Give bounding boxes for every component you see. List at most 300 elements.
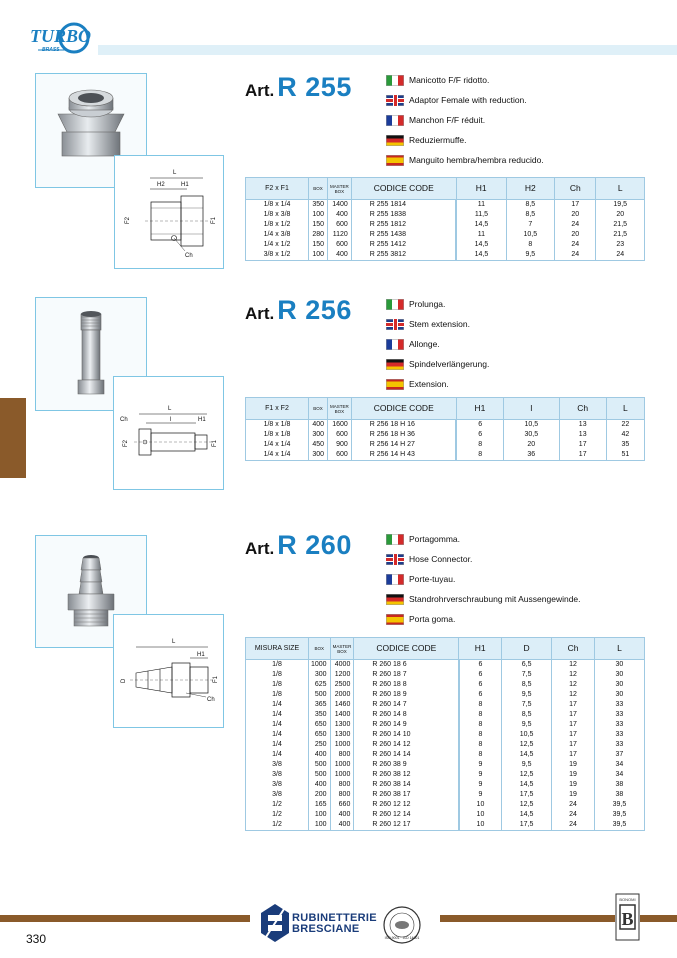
table-cell: 35: [606, 440, 644, 450]
table-cell: 9,5: [502, 690, 552, 700]
side-tab: [0, 398, 26, 478]
bonomi-logo-icon: [615, 893, 640, 941]
table-cell: 9,5: [502, 720, 552, 730]
table-cell: 600: [328, 240, 352, 250]
table-cell: 38: [594, 790, 644, 800]
table-cell: R 260 18 9: [354, 690, 459, 700]
table-cell: 1/8 x 1/4: [246, 200, 309, 211]
desc-es: Extension.: [409, 379, 449, 389]
table-cell: R 260 12 12: [354, 800, 459, 810]
dim-label: H1: [197, 652, 205, 658]
table-cell: 10: [459, 810, 502, 820]
article-number: R 255: [277, 72, 352, 102]
table-cell: 11,5: [456, 210, 506, 220]
table-cell: 13: [559, 420, 606, 431]
article-number: R 256: [277, 295, 352, 325]
table-cell: 300: [309, 670, 331, 680]
spanish-flag-icon: [386, 614, 404, 625]
table-cell: 100: [309, 810, 331, 820]
col-header: MASTER BOX: [330, 638, 354, 660]
cert-text: ISO 9001 · ISO 14001: [384, 936, 420, 940]
technical-drawing-r255: [114, 155, 224, 269]
table-row: [246, 710, 645, 720]
table-cell: R 255 1438: [351, 230, 456, 240]
table-row: [246, 220, 645, 230]
descriptions-r260: [386, 529, 581, 629]
article-prefix: Art.: [245, 81, 275, 100]
table-cell: R 260 38 12: [354, 770, 459, 780]
table-cell: 9,5: [506, 250, 555, 261]
table-cell: 1/2: [246, 800, 309, 810]
dim-label: F1: [212, 439, 218, 447]
table-cell: 1/4 x 1/2: [246, 240, 309, 250]
desc-en: Stem extension.: [409, 319, 470, 329]
dim-label: H1: [181, 182, 189, 188]
table-cell: 900: [328, 440, 352, 450]
dim-label: Ch: [120, 417, 128, 423]
table-cell: 30: [594, 680, 644, 690]
table-cell: 34: [594, 770, 644, 780]
table-cell: 8: [459, 700, 502, 710]
table-cell: 34: [594, 760, 644, 770]
table-cell: R 260 12 17: [354, 820, 459, 831]
table-cell: 19: [552, 780, 595, 790]
table-cell: R 256 18 H 16: [351, 420, 456, 431]
desc-it: Prolunga.: [409, 299, 446, 309]
dim-label: F2: [125, 216, 131, 224]
table-cell: 600: [328, 430, 352, 440]
table-cell: 21,5: [596, 230, 645, 240]
table-row: [246, 230, 645, 240]
table-cell: R 260 14 8: [354, 710, 459, 720]
table-cell: 17: [555, 200, 596, 211]
table-cell: 33: [594, 720, 644, 730]
article-number: R 260: [277, 530, 352, 560]
table-cell: 1300: [330, 720, 354, 730]
table-cell: 9: [459, 770, 502, 780]
table-cell: R 260 18 7: [354, 670, 459, 680]
table-row: [246, 660, 645, 671]
table-cell: 1000: [330, 740, 354, 750]
table-cell: 350: [309, 200, 328, 211]
table-cell: 6: [459, 660, 502, 671]
french-flag-icon: [386, 339, 404, 350]
header-band: [98, 45, 677, 55]
col-header: D: [502, 638, 552, 660]
table-cell: 14,5: [502, 780, 552, 790]
dim-label: H2: [157, 182, 165, 188]
table-cell: 33: [594, 730, 644, 740]
col-header: F2 x F1: [246, 178, 309, 200]
table-cell: 9: [459, 760, 502, 770]
table-cell: R 256 18 H 36: [351, 430, 456, 440]
table-cell: 17,5: [502, 820, 552, 831]
table-row: [246, 810, 645, 820]
table-cell: 350: [309, 710, 331, 720]
table-cell: R 260 14 14: [354, 750, 459, 760]
spec-table-r260: [245, 637, 645, 831]
table-cell: 39,5: [594, 810, 644, 820]
dim-label: D: [121, 678, 127, 683]
table-row: [246, 670, 645, 680]
desc-de: Spindelverlängerung.: [409, 359, 490, 369]
desc-fr: Manchon F/F réduit.: [409, 115, 486, 125]
table-cell: 51: [606, 450, 644, 461]
table-cell: 165: [309, 800, 331, 810]
table-cell: R 255 1812: [351, 220, 456, 230]
table-cell: 12,5: [502, 770, 552, 780]
table-cell: 8: [456, 440, 503, 450]
uk-flag-icon: [386, 319, 404, 330]
table-cell: 24: [552, 800, 595, 810]
table-cell: 13: [559, 430, 606, 440]
table-cell: 4000: [330, 660, 354, 671]
table-cell: 8: [506, 240, 555, 250]
rb-logo-icon: [260, 903, 290, 943]
table-cell: 2500: [330, 680, 354, 690]
table-cell: R 260 38 14: [354, 780, 459, 790]
table-cell: 1/8: [246, 690, 309, 700]
table-cell: R 255 1412: [351, 240, 456, 250]
article-prefix: Art.: [245, 304, 275, 323]
table-cell: 1200: [330, 670, 354, 680]
desc-it: Manicotto F/F ridotto.: [409, 75, 490, 85]
iso-cert-seal-icon: [382, 905, 422, 945]
svg-text:B: B: [621, 909, 634, 929]
col-header: MISURA SIZE: [246, 638, 309, 660]
table-cell: 6: [459, 690, 502, 700]
dim-label: F2: [123, 439, 129, 447]
table-row: [246, 740, 645, 750]
table-cell: 1460: [330, 700, 354, 710]
table-cell: 1/8 x 1/8: [246, 430, 309, 440]
table-cell: 600: [328, 450, 352, 461]
article-title-r260: [245, 530, 352, 561]
table-cell: 37: [594, 750, 644, 760]
desc-en: Hose Connector.: [409, 554, 473, 564]
table-cell: 30: [594, 660, 644, 671]
table-cell: R 260 38 9: [354, 760, 459, 770]
table-cell: 660: [330, 800, 354, 810]
col-header: MASTER BOX: [328, 398, 352, 420]
table-cell: 6: [456, 420, 503, 431]
table-cell: R 260 14 9: [354, 720, 459, 730]
table-cell: R 255 1838: [351, 210, 456, 220]
table-cell: R 255 3812: [351, 250, 456, 261]
spec-table-r256: [245, 397, 645, 461]
descriptions-r255: [386, 70, 544, 170]
table-cell: 30: [594, 670, 644, 680]
table-cell: 8: [459, 720, 502, 730]
table-cell: 1000: [330, 760, 354, 770]
col-header: l: [504, 398, 559, 420]
italian-flag-icon: [386, 75, 404, 86]
table-cell: 20: [555, 210, 596, 220]
table-row: [246, 800, 645, 810]
german-flag-icon: [386, 359, 404, 370]
table-row: [246, 790, 645, 800]
desc-es: Porta goma.: [409, 614, 456, 624]
italian-flag-icon: [386, 534, 404, 545]
dim-label: L: [173, 170, 177, 176]
technical-drawing-r260: [113, 614, 224, 728]
table-cell: 20: [504, 440, 559, 450]
table-cell: 1/4 x 1/4: [246, 450, 309, 461]
table-row: [246, 750, 645, 760]
german-flag-icon: [386, 594, 404, 605]
table-cell: 150: [309, 240, 328, 250]
technical-drawing-r256: [113, 376, 224, 490]
table-cell: 1300: [330, 730, 354, 740]
desc-fr: Porte-tuyau.: [409, 574, 456, 584]
table-cell: R 260 18 8: [354, 680, 459, 690]
col-header: CODICE CODE: [354, 638, 459, 660]
table-cell: 400: [330, 810, 354, 820]
table-cell: 7,5: [502, 700, 552, 710]
dim-label: Ch: [207, 697, 215, 703]
table-cell: 12,5: [502, 800, 552, 810]
table-cell: 33: [594, 740, 644, 750]
col-header: Ch: [552, 638, 595, 660]
table-cell: 20: [555, 230, 596, 240]
table-cell: 14,5: [456, 220, 506, 230]
table-cell: 1/4: [246, 740, 309, 750]
table-cell: 8: [459, 750, 502, 760]
dim-label: L: [172, 639, 176, 645]
table-cell: 14,5: [456, 250, 506, 261]
table-cell: 19: [552, 770, 595, 780]
table-cell: R 260 12 14: [354, 810, 459, 820]
table-cell: 300: [309, 450, 328, 461]
table-cell: 500: [309, 760, 331, 770]
table-cell: 1000: [309, 660, 331, 671]
turbo-logo: [28, 14, 100, 58]
table-cell: 17: [552, 710, 595, 720]
table-cell: 100: [309, 210, 328, 220]
table-cell: 19: [552, 760, 595, 770]
col-header: CODICE CODE: [351, 178, 456, 200]
table-cell: 400: [328, 250, 352, 261]
company-name-line1: RUBINETTERIE: [292, 912, 377, 924]
table-cell: 1400: [330, 710, 354, 720]
table-row: [246, 680, 645, 690]
table-cell: 6,5: [502, 660, 552, 671]
dim-label: F1: [213, 675, 219, 683]
table-cell: 1/4: [246, 750, 309, 760]
table-cell: 1/4: [246, 720, 309, 730]
table-cell: 11: [456, 230, 506, 240]
dim-label: H1: [198, 417, 206, 423]
table-cell: 17: [559, 450, 606, 461]
col-header: L: [596, 178, 645, 200]
table-cell: 12: [552, 670, 595, 680]
col-header: H1: [456, 178, 506, 200]
table-cell: 400: [328, 210, 352, 220]
table-cell: 400: [309, 420, 328, 431]
table-cell: 3/8 x 1/2: [246, 250, 309, 261]
desc-es: Manguito hembra/hembra reducido.: [409, 155, 544, 165]
table-cell: 9: [459, 790, 502, 800]
table-cell: 300: [309, 430, 328, 440]
table-cell: 24: [552, 810, 595, 820]
table-cell: 24: [555, 220, 596, 230]
table-cell: 17,5: [502, 790, 552, 800]
col-header: BOX: [309, 398, 328, 420]
table-cell: 42: [606, 430, 644, 440]
article-title-r256: [245, 295, 352, 326]
table-cell: 1/8: [246, 680, 309, 690]
table-cell: 14,5: [456, 240, 506, 250]
table-row: [246, 700, 645, 710]
table-cell: 9,5: [502, 760, 552, 770]
table-cell: 500: [309, 690, 331, 700]
dim-label: l: [170, 417, 172, 423]
table-cell: 3/8: [246, 760, 309, 770]
table-cell: 19,5: [596, 200, 645, 211]
desc-en: Adaptor Female with reduction.: [409, 95, 527, 105]
table-cell: 3/8: [246, 780, 309, 790]
desc-de: Reduziermuffe.: [409, 135, 467, 145]
col-header: MASTER BOX: [328, 178, 352, 200]
table-cell: 24: [555, 250, 596, 261]
table-cell: 250: [309, 740, 331, 750]
table-cell: 8,5: [506, 210, 555, 220]
table-cell: 500: [309, 770, 331, 780]
col-header: H2: [506, 178, 555, 200]
table-cell: 23: [596, 240, 645, 250]
table-row: [246, 730, 645, 740]
table-cell: 1/4 x 3/8: [246, 230, 309, 240]
table-cell: 30,5: [504, 430, 559, 440]
italian-flag-icon: [386, 299, 404, 310]
table-row: [246, 250, 645, 261]
col-header: Ch: [555, 178, 596, 200]
spanish-flag-icon: [386, 155, 404, 166]
table-cell: 3/8: [246, 770, 309, 780]
table-cell: 6: [459, 680, 502, 690]
table-cell: 21,5: [596, 220, 645, 230]
table-cell: 800: [330, 780, 354, 790]
table-cell: 8,5: [502, 710, 552, 720]
table-row: [246, 200, 645, 211]
table-cell: 8,5: [502, 680, 552, 690]
descriptions-r256: [386, 294, 489, 394]
bonomi-badge: [615, 893, 640, 941]
table-cell: 17: [552, 750, 595, 760]
table-cell: 7,5: [502, 670, 552, 680]
french-flag-icon: [386, 115, 404, 126]
table-cell: 150: [309, 220, 328, 230]
uk-flag-icon: [386, 554, 404, 565]
table-cell: 100: [309, 250, 328, 261]
table-cell: R 260 18 6: [354, 660, 459, 671]
table-cell: 17: [552, 720, 595, 730]
table-cell: 9: [459, 780, 502, 790]
table-cell: R 260 14 12: [354, 740, 459, 750]
table-cell: 14,5: [502, 810, 552, 820]
table-row: [246, 720, 645, 730]
table-row: [246, 760, 645, 770]
table-cell: R 260 14 7: [354, 700, 459, 710]
table-row: [246, 420, 645, 431]
table-cell: 1400: [328, 200, 352, 211]
brand-text: TURBO: [30, 26, 92, 46]
table-row: [246, 690, 645, 700]
table-cell: R 256 14 H 27: [351, 440, 456, 450]
dim-label: Ch: [185, 253, 193, 259]
table-cell: 24: [596, 250, 645, 261]
table-cell: 800: [330, 750, 354, 760]
col-header: Ch: [559, 398, 606, 420]
table-row: [246, 440, 645, 450]
table-row: [246, 780, 645, 790]
table-row: [246, 770, 645, 780]
table-cell: 8: [459, 740, 502, 750]
french-flag-icon: [386, 574, 404, 585]
page-number: 330: [26, 932, 47, 946]
table-cell: R 256 14 H 43: [351, 450, 456, 461]
table-cell: 650: [309, 720, 331, 730]
table-cell: 100: [309, 820, 331, 831]
desc-it: Portagomma.: [409, 534, 461, 544]
table-cell: 11: [456, 200, 506, 211]
table-cell: 17: [552, 700, 595, 710]
table-cell: 365: [309, 700, 331, 710]
table-cell: 1000: [330, 770, 354, 780]
table-cell: 400: [309, 750, 331, 760]
table-cell: 625: [309, 680, 331, 690]
table-cell: 39,5: [594, 800, 644, 810]
col-header: BOX: [309, 638, 331, 660]
table-cell: 400: [309, 780, 331, 790]
table-cell: 33: [594, 710, 644, 720]
table-cell: 10,5: [504, 420, 559, 431]
brand-sub: BRASS: [42, 47, 60, 53]
table-cell: 22: [606, 420, 644, 431]
desc-fr: Allonge.: [409, 339, 440, 349]
table-cell: 1/8 x 3/8: [246, 210, 309, 220]
table-cell: 39,5: [594, 820, 644, 831]
table-cell: 1/2: [246, 820, 309, 831]
dim-label: F1: [211, 216, 217, 224]
table-cell: 10: [459, 800, 502, 810]
spec-table-r255: [245, 177, 645, 261]
table-cell: 17: [552, 740, 595, 750]
table-cell: 1/8: [246, 660, 309, 671]
table-cell: 33: [594, 700, 644, 710]
table-cell: 6: [456, 430, 503, 440]
table-cell: 600: [328, 220, 352, 230]
company-name-line2: BRESCIANE: [292, 923, 360, 935]
table-row: [246, 240, 645, 250]
table-row: [246, 210, 645, 220]
table-cell: 6: [459, 670, 502, 680]
badge-text: BONOMI: [619, 897, 636, 902]
table-cell: 12: [552, 680, 595, 690]
table-cell: 1/2: [246, 810, 309, 820]
table-cell: 1600: [328, 420, 352, 431]
table-cell: 20: [596, 210, 645, 220]
table-cell: 1/4: [246, 710, 309, 720]
article-title-r255: [245, 72, 352, 103]
table-cell: 10,5: [506, 230, 555, 240]
table-cell: 1/4 x 1/4: [246, 440, 309, 450]
table-cell: 8: [459, 730, 502, 740]
col-header: L: [594, 638, 644, 660]
table-cell: 14,5: [502, 750, 552, 760]
table-row: [246, 430, 645, 440]
table-cell: 12: [552, 660, 595, 671]
